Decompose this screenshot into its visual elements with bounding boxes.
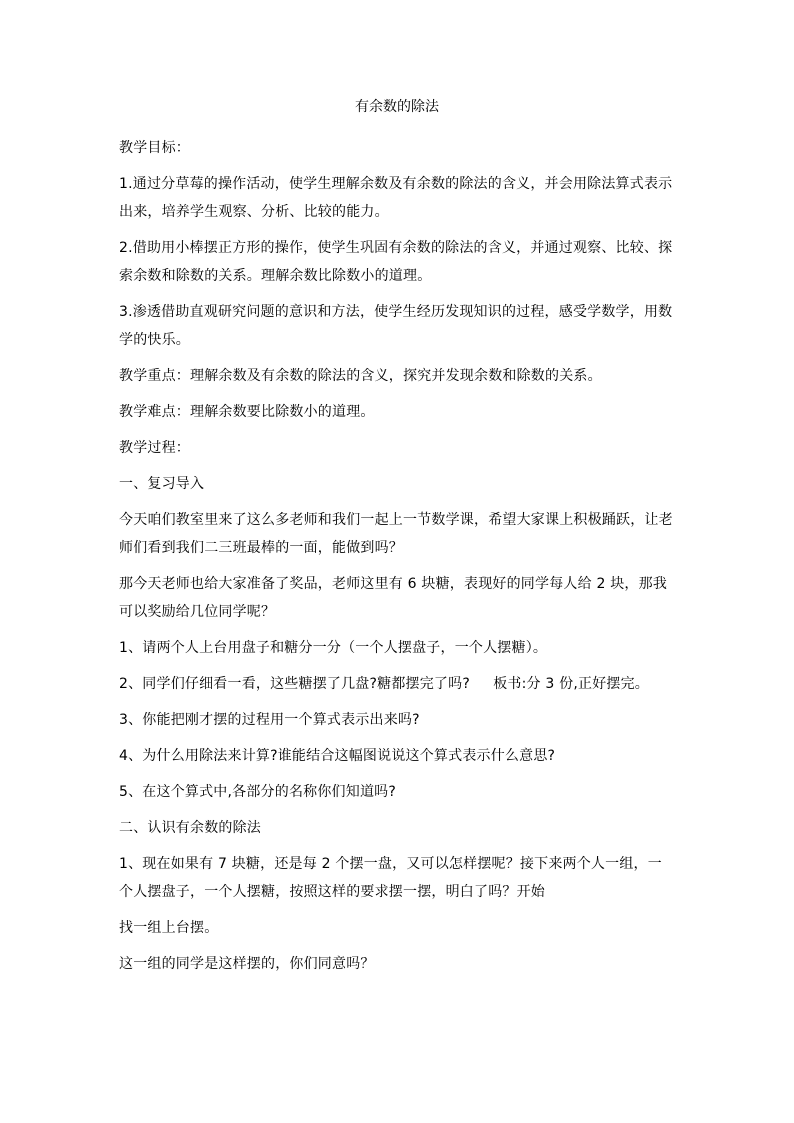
list-item-5: 5、在这个算式中,各部分的名称你们知道吗? bbox=[119, 784, 396, 800]
paragraph-goal-2: 2.借助用小棒摆正方形的操作，使学生巩固有余数的除法的含义，并通过观察、比较、探索余数和除数的关系。理解余数比除数小的道理。 bbox=[119, 240, 673, 284]
document-body bbox=[119, 97, 675, 986]
paragraph-goal-1: 1.通过分草莓的操作活动，使学生理解余数及有余数的除法的含义，并会用除法算式表示出来，培养学生观察、分析、比较的能力。 bbox=[119, 176, 673, 220]
paragraph-prize: 那今天老师也给大家准备了奖品，老师这里有 6 块糖，表现好的同学每人给 2 块，那我可以奖励给几位同学呢？ bbox=[119, 576, 668, 620]
list-item-4: 4、为什么用除法来计算?谁能结合这幅图说说这个算式表示什么意思? bbox=[119, 748, 556, 764]
section-heading-remainder-division: 二、认识有余数的除法 bbox=[119, 820, 261, 836]
paragraph-process-heading: 教学过程： bbox=[119, 440, 190, 456]
list-item-2: 2、同学们仔细看一看，这些糖摆了几盘?糖都摆完了吗? 板书:分 3 份,正好摆完。 bbox=[119, 676, 649, 692]
section-heading-review: 一、复习导入 bbox=[119, 476, 205, 492]
paragraph-goal-3: 3.渗透借助直观研究问题的意识和方法，使学生经历发现知识的过程，感受学数学，用数学的快乐。 bbox=[119, 304, 673, 348]
paragraph-find-group: 找一组上台摆。 bbox=[119, 920, 219, 936]
paragraph-group-question: 这一组的同学是这样摆的，你们同意吗？ bbox=[119, 956, 375, 972]
paragraph-difficulty: 教学难点：理解余数要比除数小的道理。 bbox=[119, 404, 375, 420]
paragraph-intro: 今天咱们教室里来了这么多老师和我们一起上一节数学课，希望大家课上积极踊跃，让老师们看到我们二三班最棒的一面，能做到吗？ bbox=[119, 512, 673, 556]
paragraph-teaching-goals-heading: 教学目标： bbox=[119, 140, 190, 156]
paragraph-key-point: 教学重点：理解余数及有余数的除法的含义，探究并发现余数和除数的关系。 bbox=[119, 368, 602, 384]
list-item-1: 1、请两个人上台用盘子和糖分一分（一个人摆盘子，一个人摆糖）。 bbox=[119, 640, 548, 656]
document-title: 有余数的除法 bbox=[355, 99, 439, 115]
list-item-3: 3、你能把刚才摆的过程用一个算式表示出来吗? bbox=[119, 712, 420, 728]
list-item-seven-candies: 1、现在如果有 7 块糖，还是每 2 个摆一盘，又可以怎样摆呢？接下来两个人一组，一个人摆盘子，一个人摆糖，按照这样的要求摆一摆，明白了吗？开始 bbox=[119, 856, 662, 900]
